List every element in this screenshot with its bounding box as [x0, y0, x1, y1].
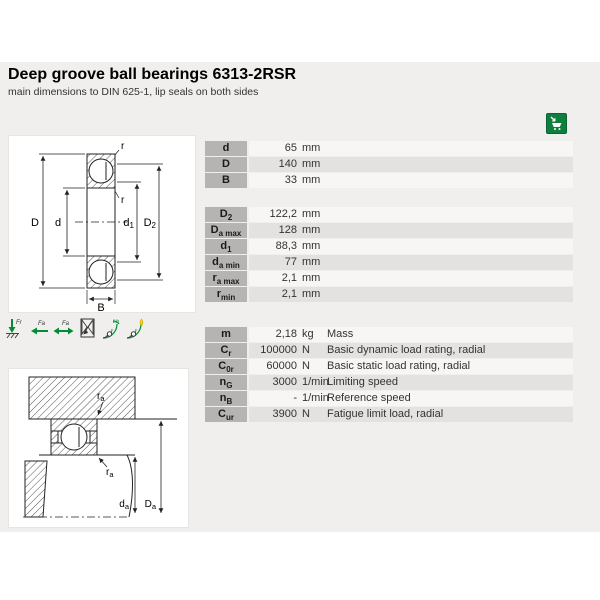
table-row	[205, 407, 573, 422]
row-description	[327, 223, 573, 238]
svg-text:Fr: Fr	[16, 320, 22, 326]
dim-label-B: B	[97, 302, 105, 312]
dim-label-d: d	[55, 217, 62, 229]
row-value: 122,2	[269, 208, 297, 220]
dim-label-d1: d1	[123, 217, 134, 230]
row-description: Limiting speed	[327, 376, 398, 388]
row-description	[327, 157, 573, 172]
svg-text:Fa: Fa	[62, 321, 70, 327]
radial-load-icon	[5, 317, 26, 339]
page-header	[8, 66, 296, 98]
row-label: $n_B$	[205, 391, 247, 406]
row-unit: N	[302, 360, 310, 372]
row-label: d	[205, 141, 247, 156]
row-label: $r_{min}$	[205, 287, 247, 302]
table-row	[205, 157, 573, 172]
row-description	[327, 239, 573, 254]
table-group-abutment-dimensions	[205, 207, 573, 303]
row-unit: mm	[302, 142, 321, 154]
table-row	[205, 391, 573, 406]
dim-label-ra-top: ra	[97, 391, 105, 403]
row-value: 3900	[272, 408, 297, 420]
dim-label-D2: D2	[143, 217, 156, 230]
table-row	[205, 141, 573, 156]
row-unit: 1/min	[302, 392, 329, 404]
row-value: 2,1	[281, 272, 297, 284]
row-label: $C_{ur}$	[205, 407, 247, 422]
row-unit: mm	[302, 240, 321, 252]
row-value: 77	[284, 256, 297, 268]
row-description: Fatigue limit load, radial	[327, 408, 444, 420]
row-label: $d_{a min}$	[205, 255, 247, 270]
limiting-speed-icon	[101, 317, 122, 339]
row-unit: mm	[302, 272, 321, 284]
table-row	[205, 271, 573, 286]
table-row	[205, 359, 573, 374]
row-description	[327, 207, 573, 222]
row-description	[327, 287, 573, 302]
dim-label-Da: Da	[144, 499, 156, 511]
row-value: 128	[278, 224, 297, 236]
dim-label-da: da	[119, 499, 129, 511]
table-row	[205, 239, 573, 254]
row-label: $C_r$	[205, 343, 247, 358]
bearing-section-diagram	[8, 135, 196, 313]
row-label: $n_G$	[205, 375, 247, 390]
row-value: 60000	[266, 360, 297, 372]
add-to-cart-button[interactable]	[546, 113, 567, 134]
row-description	[327, 271, 573, 286]
row-value: 88,3	[275, 240, 297, 252]
table-row	[205, 343, 573, 358]
table-row	[205, 255, 573, 270]
row-value: 65	[284, 142, 297, 154]
table-row	[205, 207, 573, 222]
axial-load-both-icon	[53, 317, 74, 339]
table-group-main-dimensions	[205, 141, 573, 189]
row-label: m	[205, 327, 247, 342]
row-description: Basic dynamic load rating, radial	[327, 344, 486, 356]
table-row	[205, 327, 573, 342]
mounting-diagram	[8, 368, 189, 528]
row-label: $C_{0r}$	[205, 359, 247, 374]
svg-text:Lh: Lh	[113, 319, 120, 325]
row-unit: mm	[302, 174, 321, 186]
row-value: 33	[284, 174, 297, 186]
dim-label-ra-bottom: ra	[106, 467, 114, 479]
row-description	[327, 255, 573, 270]
row-label: $d_1$	[205, 239, 247, 254]
row-label: $D_2$	[205, 207, 247, 222]
axial-load-icon	[29, 317, 50, 339]
table-row	[205, 287, 573, 302]
table-row	[205, 223, 573, 238]
row-unit: kg	[302, 328, 314, 340]
table-row	[205, 173, 573, 188]
lubrication-icon	[125, 317, 146, 339]
row-unit: mm	[302, 288, 321, 300]
row-description: Basic static load rating, radial	[327, 360, 471, 372]
row-value: 3000	[272, 376, 297, 388]
row-label: $D_{a max}$	[205, 223, 247, 238]
row-unit: 1/min	[302, 376, 329, 388]
row-value: 140	[278, 158, 297, 170]
row-unit: N	[302, 408, 310, 420]
row-unit: mm	[302, 256, 321, 268]
row-value: 2,1	[281, 288, 297, 300]
row-unit: mm	[302, 208, 321, 220]
row-description: Mass	[327, 328, 354, 340]
sealed-bearing-icon	[77, 317, 98, 339]
row-value: -	[293, 392, 297, 404]
table-group-performance-data	[205, 327, 573, 423]
cart-icon	[548, 114, 565, 134]
dim-label-D: D	[31, 217, 39, 229]
feature-icon-row	[5, 317, 146, 339]
table-row	[205, 375, 573, 390]
row-description	[327, 173, 573, 188]
svg-text:Fa: Fa	[38, 321, 46, 327]
row-unit: mm	[302, 224, 321, 236]
row-description	[327, 141, 573, 156]
row-unit: mm	[302, 158, 321, 170]
page-title: Deep groove ball bearings 6313-2RSR	[8, 66, 297, 83]
dim-label-r-top: r	[121, 141, 125, 152]
row-value: 100000	[260, 344, 297, 356]
page-subtitle: main dimensions to DIN 625-1, lip seals on both sides	[8, 86, 259, 98]
row-label: B	[205, 173, 247, 188]
row-value: 2,18	[275, 328, 297, 340]
row-description: Reference speed	[327, 392, 411, 404]
row-label: $r_{a max}$	[205, 271, 247, 286]
row-unit: N	[302, 344, 310, 356]
dim-label-r-inner: r	[121, 195, 125, 206]
row-label: D	[205, 157, 247, 172]
